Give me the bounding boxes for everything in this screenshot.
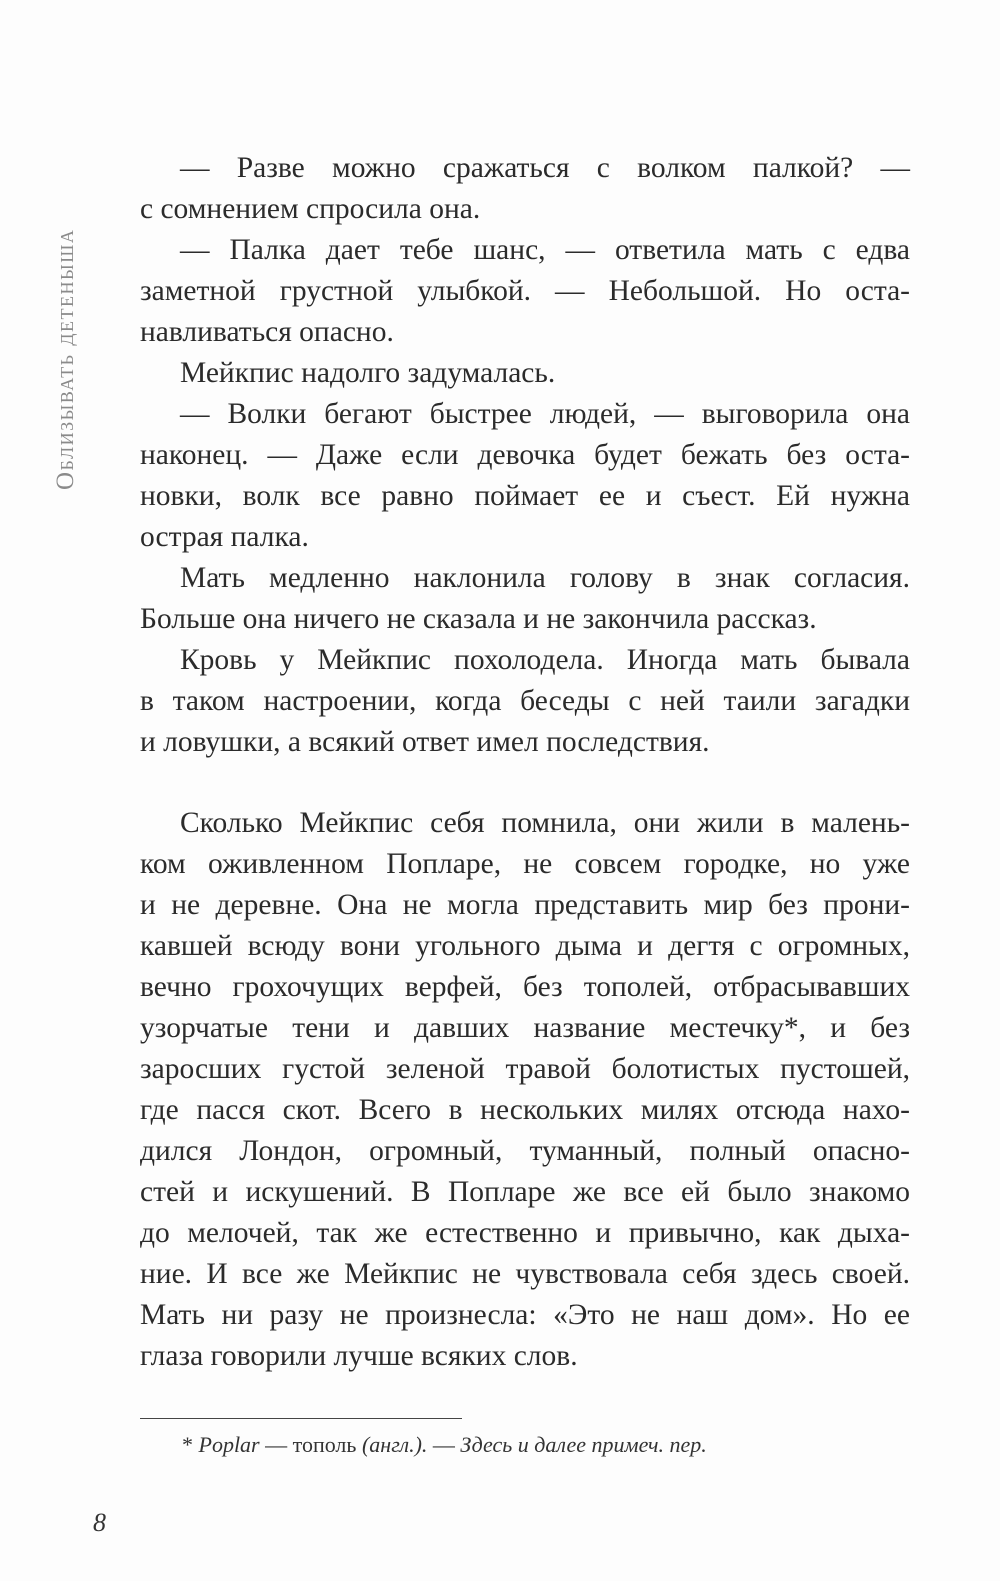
text-line: наконец. — Даже если девочка будет бежать без оста-	[140, 439, 910, 471]
text-line: ком оживленном Попларе, не совсем городке, но уже	[140, 848, 910, 880]
footnote-rule	[140, 1418, 462, 1419]
text-line: — Волки бегают быстрее людей, — выговорила она	[180, 398, 910, 430]
footnote-word: Poplar	[198, 1432, 260, 1457]
text-line: узорчатые тени и давших название местечку*, и без	[140, 1012, 910, 1044]
footnote-dash: —	[259, 1432, 293, 1457]
text-line: глаза говорили лучше всяких слов.	[140, 1340, 578, 1372]
text-line: и ловушки, а всякий ответ имел последствия.	[140, 726, 710, 758]
section-break	[140, 763, 910, 803]
text-line: Больше она ничего не сказала и не закончила рассказ.	[140, 603, 817, 635]
text-line: до мелочей, так же естественно и привычно, как дыха-	[140, 1217, 910, 1249]
footnote-dash: —	[427, 1432, 461, 1457]
footnote-marker: *	[182, 1432, 199, 1457]
text-line: в таком настроении, когда беседы с ней таили загадки	[140, 685, 910, 717]
text-line: — Палка дает тебе шанс, — ответила мать с едва	[180, 234, 910, 266]
text-line: Мать медленно наклонила голову в знак согласия.	[180, 562, 910, 594]
page-number: 8	[93, 1508, 106, 1537]
text-line: вечно грохочущих верфей, без тополей, отбрасывавших	[140, 971, 910, 1003]
text-line: навливаться опасно.	[140, 316, 394, 348]
text-line: и не деревне. Она не могла представить мир без прони-	[140, 889, 910, 921]
text-line: где пасся скот. Всего в нескольких милях отсюда нахо-	[140, 1094, 910, 1126]
text-line: дился Лондон, огромный, туманный, полный опасно-	[140, 1135, 910, 1167]
text-line: — Разве можно сражаться с волком палкой? —	[180, 152, 910, 184]
text-line: Мейкпис надолго задумалась.	[180, 357, 556, 389]
text-line: острая палка.	[140, 521, 309, 553]
footnote-language: (англ.).	[356, 1432, 428, 1457]
text-line: с сомнением спросила она.	[140, 193, 481, 225]
body-text	[140, 148, 910, 1377]
text-line: новки, волк все равно поймает ее и съест. Ей нужна	[140, 480, 910, 512]
footnote-note: Здесь и далее примеч. пер.	[460, 1432, 707, 1457]
text-line: Мать ни разу не произнесла: «Это не наш дом». Но ее	[140, 1299, 910, 1331]
text-line: заросших густой зеленой травой болотистых пустошей,	[140, 1053, 910, 1085]
text-line: Сколько Мейкпис себя помнила, они жили в малень-	[180, 807, 910, 839]
text-line: кавшей всюду вони угольного дыма и дегтя с огромных,	[140, 930, 910, 962]
text-line: стей и искушений. В Попларе же все ей было знакомо	[140, 1176, 910, 1208]
text-line: заметной грустной улыбкой. — Небольшой. Но оста-	[140, 275, 910, 307]
text-line: Кровь у Мейкпис похолодела. Иногда мать бывала	[180, 644, 910, 676]
footnote-translation: тополь	[292, 1432, 357, 1457]
text-line: ние. И все же Мейкпис не чувствовала себя здесь своей.	[140, 1258, 910, 1290]
running-head: Облизывать детеныша	[52, 228, 79, 490]
footnote	[182, 1430, 707, 1460]
